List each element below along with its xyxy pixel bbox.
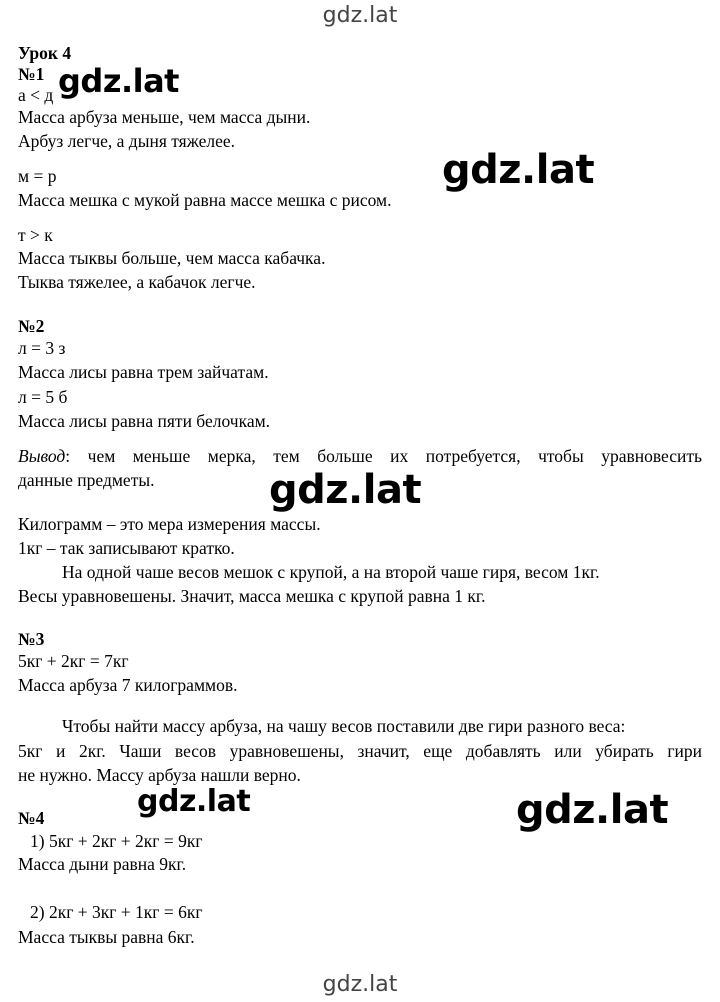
task1-line7: Масса тыквы больше, чем масса кабачка. (18, 248, 326, 268)
task2-line4: Масса лисы равна пяти белочкам. (18, 411, 271, 431)
task3-line1: 5кг + 2кг = 7кг (18, 651, 129, 671)
task1-line5: Масса мешка с мукой равна массе мешка с рисом. (18, 190, 392, 210)
task1-line1: а < д (18, 85, 54, 105)
watermark-overlay-3: gdz.lat (265, 470, 425, 510)
task1-heading: №1 (18, 64, 45, 84)
watermark-overlay-2: gdz.lat (438, 150, 598, 190)
task4-line3: 2) 2кг + 3кг + 1кг = 6кг (30, 902, 203, 922)
watermark-overlay-1: gdz.lat (54, 65, 183, 97)
lesson-title: Урок 4 (18, 43, 72, 63)
task1-line3: Арбуз легче, а дыня тяжелее. (18, 131, 235, 151)
task3-line2: Масса арбуза 7 килограммов. (18, 675, 238, 695)
watermark-overlay-5: gdz.lat (512, 790, 672, 830)
task1-line8: Тыква тяжелее, а кабачок легче. (18, 272, 256, 292)
watermark-bottom: gdz.lat (322, 972, 398, 997)
watermark-top: gdz.lat (322, 3, 398, 28)
task4-line4: Масса тыквы равна 6кг. (18, 927, 195, 947)
task4-heading: №4 (18, 808, 45, 828)
task3-paragraph-line3: не нужно. Массу арбуза нашли верно. (18, 765, 301, 785)
conclusion-line1 (18, 448, 702, 466)
task4-line2: Масса дыни равна 9кг. (18, 854, 187, 874)
task1-line4: м = р (18, 166, 57, 186)
kg-definition-line1: Килограмм – это мера измерения массы. (18, 514, 321, 534)
task2-line1: л = 3 з (18, 338, 66, 358)
task2-line3: л = 5 б (18, 387, 68, 407)
task1-line6: т > к (18, 225, 53, 245)
task3-paragraph-line2: 5кг и 2кг. Чаши весов уравновешены, значит, еще добавлять или убирать гири (18, 741, 702, 761)
conclusion-label: Вывод (18, 446, 66, 466)
task3-paragraph-line1: Чтобы найти массу арбуза, на чашу весов поставили две гири разного веса: (62, 716, 626, 736)
task2-line2: Масса лисы равна трем зайчатам. (18, 362, 269, 382)
conclusion-text: : чем меньше мерка, тем больше их потребуется, чтобы уравновесить (65, 446, 702, 466)
task1-line2: Масса арбуза меньше, чем масса дыни. (18, 107, 311, 127)
watermark-overlay-4: gdz.lat (133, 787, 254, 817)
scale-paragraph-line1: На одной чаше весов мешок с крупой, а на второй чаше гиря, весом 1кг. (62, 562, 600, 582)
scale-paragraph-line2: Весы уравновешены. Значит, масса мешка с крупой равна 1 кг. (18, 586, 486, 606)
task2-heading: №2 (18, 316, 45, 336)
kg-definition-line2: 1кг – так записывают кратко. (18, 538, 235, 558)
conclusion-line2: данные предметы. (18, 470, 155, 490)
task3-heading: №3 (18, 629, 45, 649)
task4-line1: 1) 5кг + 2кг + 2кг = 9кг (30, 831, 203, 851)
